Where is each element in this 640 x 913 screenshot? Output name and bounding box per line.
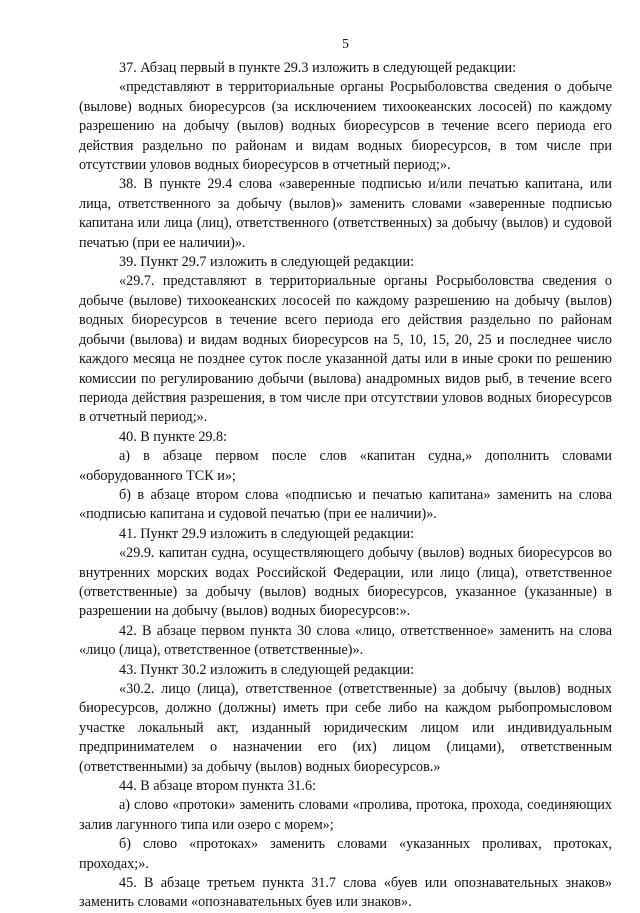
paragraph-42: 42. В абзаце первом пункта 30 слова «лицо, ответственное» заменить на слова «лицо (лица), ответственное (ответственные)».: [79, 622, 612, 659]
paragraph-39: 39. Пункт 29.7 изложить в следующей редакции:: [119, 254, 415, 271]
paragraph-40-a: а) в абзаце первом после слов «капитан судна,» дополнить словами «оборудованного ТСК и»;: [79, 448, 612, 484]
paragraph-38: 38. В пункте 29.4 слова «заверенные подписью и/или печатью капитана, или лица, ответственного за добычу (вылов)» заменить словами «заверенные подписью капитана или лица (лиц), ответственного (ответственных) за добычу (вылов) и судовой печатью (при ее наличии)».: [79, 176, 612, 251]
paragraph-44-a: а) слово «протоки» заменить словами «пролива, протока, прохода, соединяющих залив лагунного типа или озеро с морем»;: [79, 797, 612, 833]
paragraph-29-7-text: «29.7. представляют в территориальные органы Росрыболовства сведения о добыче (вылове) тихоокеанских лососей по каждому разрешению на добычу (вылов) водных биоресурсов в течение всего периода его действия раздельно по районам добычи (вылова) и видам водных биоресурсов на 5, 10, 15, 20, 25 и последнее число каждого месяца не позднее суток после указанной даты или в иные сроки по решению комиссии по регулированию добычи (вылова) анадромных видов рыб, в течение всего периода действия разрешения, в том числе при отсутствии уловов водных биоресурсов в отчетный период;».: [79, 273, 612, 426]
paragraph-44: 44. В абзаце втором пункта 31.6:: [119, 778, 317, 795]
paragraph-40-b: б) в абзаце втором слова «подписью и печатью капитана» заменить на слова «подписью капитана и судовой печатью (при ее наличии)».: [79, 486, 612, 523]
paragraph-29-9-text: «29.9. капитан судна, осуществляющего добычу (вылов) водных биоресурсов во внутренних морских водах Российской Федерации, или лицо (лица), ответственное (ответственные) за добычу (вылов) водных биоресурсов, указанное (указанные) в разрешении на добычу (вылов) водных биоресурсов:».: [79, 545, 612, 620]
paragraph-41: 41. Пункт 29.9 изложить в следующей редакции:: [119, 525, 415, 542]
paragraph-37: 37. Абзац первый в пункте 29.3 изложить в следующей редакции:: [119, 60, 517, 76]
page-number: 5: [342, 36, 349, 51]
paragraph-29-3-text: «представляют в территориальные органы Росрыболовства сведения о добыче (вылове) водных биоресурсов (за исключением тихоокеанских лососей) по каждому разрешению на добычу (вылов) водных биоресурсов в течение всего периода его действия раздельно по районам и видам водных биоресурсов, в том числе при отсутствии уловов водных биоресурсов в отчетный период;».: [79, 79, 612, 174]
paragraph-43: 43. Пункт 30.2 изложить в следующей редакции:: [119, 661, 415, 678]
paragraph-44-b: б) слово «протоках» заменить словами «указанных проливах, протоках, проходах;».: [79, 836, 612, 872]
paragraph-45: 45. В абзаце третьем пункта 31.7 слова «буев или опознавательных знаков» заменить словами «опознавательных буев или знаков».: [79, 875, 612, 911]
paragraph-30-2-text: «30.2. лицо (лица), ответственное (ответственные) за добычу (вылов) водных биоресурсов, должно (должны) иметь при себе либо на каждом рыбопромысловом участке локальный акт, изданный юридическим лицом или индивидуальным предпринимателем о назначении его (их) лицом (лицами), ответственным (ответственными) за добычу (вылов) водных биоресурсов.»: [79, 681, 612, 775]
paragraph-40: 40. В пункте 29.8:: [119, 428, 228, 445]
